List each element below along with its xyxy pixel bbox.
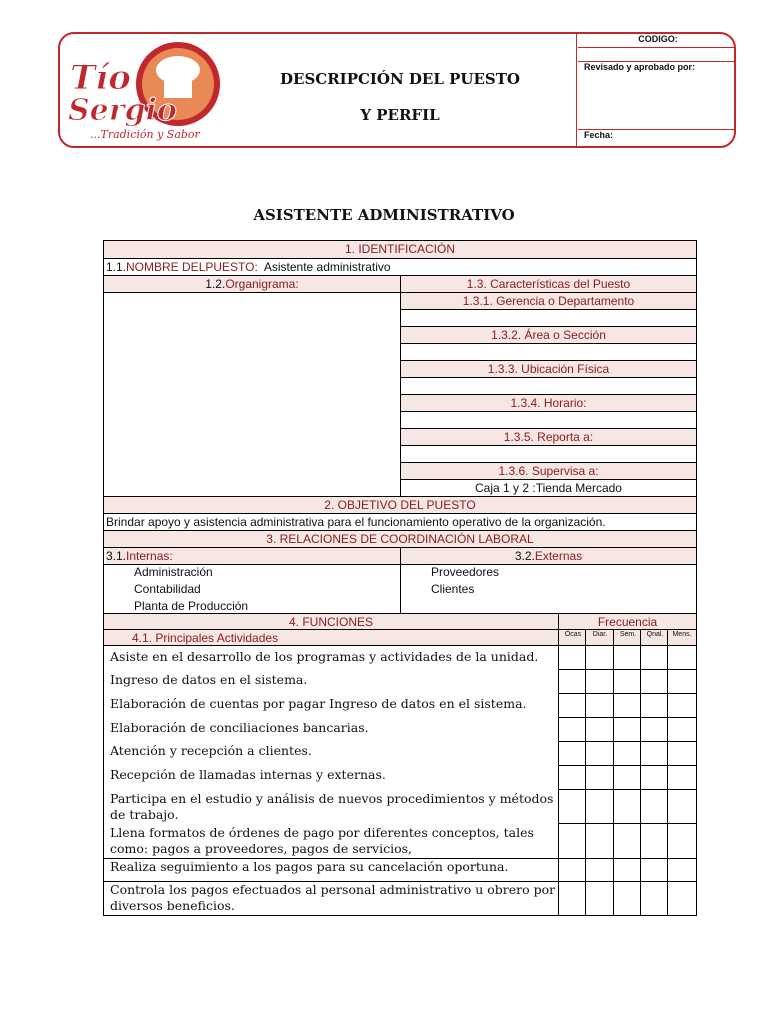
sec3-heading: 3. RELACIONES DE COORDINACIÓN LABORAL xyxy=(104,531,696,547)
internas-item: Contabilidad xyxy=(134,582,201,596)
freq-col-sem: Sem. xyxy=(619,631,637,638)
svg-text:...Tradición y Sabor: ...Tradición y Sabor xyxy=(90,128,200,141)
horario-label: 1.3.4. Horario: xyxy=(401,395,696,411)
gerencia-label: 1.3.1. Gerencia o Departamento xyxy=(401,293,696,309)
sec2-heading: 2. OBJETIVO DEL PUESTO xyxy=(104,497,696,513)
actividades-heading: 4.1. Principales Actividades xyxy=(104,630,558,645)
supervisa-value: Caja 1 y 2 :Tienda Mercado xyxy=(475,481,622,495)
activity-item: Llena formatos de órdenes de pago por diferentes conceptos, tales como: pagos a proveedores, pagos de servicios, xyxy=(110,825,534,856)
freq-col-ocas: Ocas xyxy=(564,631,582,638)
externas-heading: 3.2.Externas xyxy=(401,548,696,564)
sec4-heading: 4. FUNCIONES xyxy=(104,614,558,629)
activity-item: Elaboración de cuentas por pagar Ingreso de datos en el sistema. xyxy=(110,696,527,711)
job-description-form xyxy=(103,240,697,916)
header-divider xyxy=(576,34,577,146)
svg-text:Tío: Tío xyxy=(70,58,131,98)
internas-item: Administración xyxy=(134,565,213,579)
externas-item: Proveedores xyxy=(431,565,500,579)
objetivo-text: Brindar apoyo y asistencia administrativa para el funcionamiento operativo de la organización. xyxy=(106,515,606,529)
fecha-label: Fecha: xyxy=(584,130,614,140)
internas-item: Planta de Producción xyxy=(134,599,249,613)
codigo-label: CODIGO: xyxy=(578,34,736,48)
svg-text:Sergio: Sergio xyxy=(68,93,177,128)
activity-item: Recepción de llamadas internas y externas. xyxy=(110,767,386,782)
codigo-field xyxy=(578,48,736,62)
page-title: ASISTENTE ADMINISTRATIVO xyxy=(253,206,515,224)
caracteristicas-heading: 1.3. Características del Puesto xyxy=(401,276,696,293)
activity-item: Realiza seguimiento a los pagos para su cancelación oportuna. xyxy=(110,859,509,874)
activity-item: Atención y recepción a clientes. xyxy=(110,743,312,758)
supervisa-label: 1.3.6. Supervisa a: xyxy=(401,463,696,479)
header-title-line1: DESCRIPCIÓN DEL PUESTO xyxy=(280,70,520,88)
document-header xyxy=(58,32,736,148)
freq-col-diar: Diar. xyxy=(592,631,608,638)
organigrama-area xyxy=(104,293,400,496)
activity-item: Asiste en el desarrollo de los programas y actividades de la unidad. xyxy=(110,649,539,664)
activity-item: Ingreso de datos en el sistema. xyxy=(110,672,308,687)
freq-col-mens: Mens. xyxy=(672,631,692,638)
sec1-heading: 1. IDENTIFICACIÓN xyxy=(104,241,696,258)
organigrama-heading: 1.2.Organigrama: xyxy=(104,276,400,293)
activity-item: Participa en el estudio y análisis de nuevos procedimientos y métodos de trabajo. xyxy=(110,791,554,822)
area-label: 1.3.2. Área o Sección xyxy=(401,327,696,343)
nombre-puesto-value: Asistente administrativo xyxy=(263,260,391,274)
activity-item: Elaboración de conciliaciones bancarias. xyxy=(110,720,369,735)
freq-col-qnal: Qnal. xyxy=(646,631,664,638)
ubicacion-label: 1.3.3. Ubicación Física xyxy=(401,361,696,377)
activity-item: Controla los pagos efectuados al personal administrativo u obrero por diversos beneficios. xyxy=(110,882,556,913)
revisado-label: Revisado y aprobado por: xyxy=(578,62,736,130)
header-title-line2: Y PERFIL xyxy=(360,106,440,124)
approval-box xyxy=(578,34,736,146)
internas-heading: 3.1.Internas: xyxy=(106,548,400,564)
externas-item: Clientes xyxy=(431,582,475,596)
nombre-puesto-row: 1.1.NOMBRE DELPUESTO: Asistente administrativo xyxy=(106,260,391,274)
company-logo xyxy=(60,34,224,146)
reporta-label: 1.3.5. Reporta a: xyxy=(401,429,696,445)
frecuencia-heading: Frecuencia xyxy=(559,614,696,629)
